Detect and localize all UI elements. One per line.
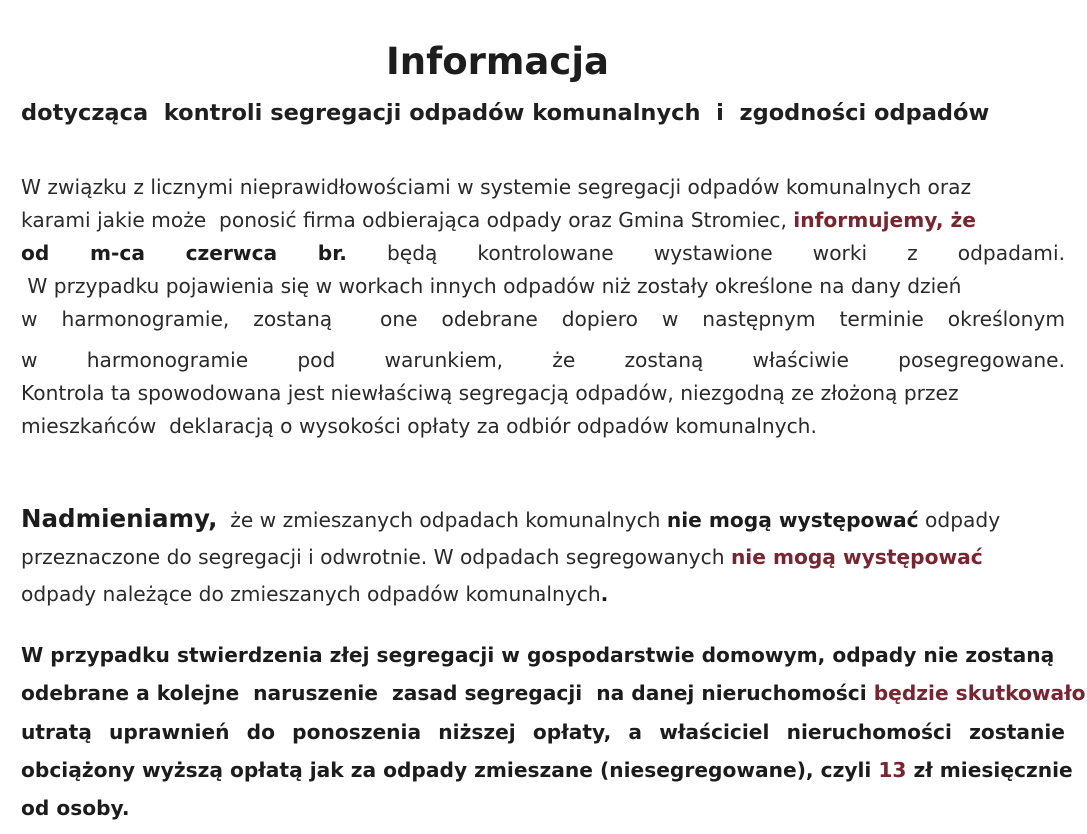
emphasis-text: nie mogą występować [666, 508, 919, 532]
text-span: . [600, 582, 609, 606]
emphasis-text: od m-ca czerwca br. [21, 241, 347, 265]
text-span: odpady należące do zmieszanych odpadów komunalnych [21, 582, 601, 606]
paragraph-line [21, 204, 1065, 237]
paragraph-line [21, 500, 1065, 539]
emphasis-text: informujemy, że [793, 208, 976, 232]
paragraph-control-info [21, 171, 1065, 443]
paragraph-line [21, 237, 1065, 270]
paragraph-line [21, 576, 1065, 613]
paragraph-line [21, 539, 1065, 576]
text-span: że w zmieszanych odpadach komunalnych [217, 508, 667, 532]
text-span: odebrane a kolejne naruszenie zasad segregacji na danej nieruchomości [21, 681, 874, 706]
paragraph-line: Kontrola ta spowodowana jest niewłaściwą segregacją odpadów, niezgodną ze złożoną przez [21, 381, 959, 405]
fee-amount: 13 [878, 757, 907, 782]
text-span: przeznaczone do segregacji i odwrotnie. W odpadach segregowanych [21, 545, 731, 569]
paragraph-line: od osoby. [21, 796, 130, 821]
paragraph-line: w harmonogramie pod warunkiem, że zostaną właściwie posegregowane. [21, 348, 1065, 372]
text-span: karami jakie może ponosić firma odbierająca odpady oraz Gmina Stromiec, [21, 208, 794, 232]
document-subtitle: dotycząca kontroli segregacji odpadów komunalnych i zgodności odpadów [21, 100, 990, 126]
emphasis-text: Nadmieniamy, [21, 504, 218, 533]
paragraph-penalty [21, 636, 1086, 827]
paragraph-line: mieszkańców deklaracją o wysokości opłaty za odbiór odpadów komunalnych. [21, 414, 817, 438]
text-span: obciążony wyższą opłatą jak za odpady zmieszane (niesegregowane), czyli [21, 757, 879, 782]
paragraph-line [21, 674, 1086, 712]
document-title: Informacja [386, 40, 609, 83]
paragraph-line: W przypadku pojawienia się w workach innych odpadów niż zostały określone na dany dzień [21, 274, 962, 298]
text-span: będą kontrolowane wystawione worki z odpadami. [346, 241, 1065, 265]
paragraph-line: utratą uprawnień do ponoszenia niższej opłaty, a właściciel nieruchomości zostanie [21, 719, 1065, 744]
paragraph-mixed-waste [21, 500, 1065, 613]
paragraph-line: W związku z licznymi nieprawidłowościami w systemie segregacji odpadów komunalnych oraz [21, 175, 972, 199]
paragraph-line [21, 751, 1073, 789]
emphasis-text: będzie skutkowało [873, 681, 1086, 706]
text-span: zł miesięcznie [906, 757, 1073, 782]
emphasis-text: nie mogą występować [730, 545, 983, 569]
text-span: odpady [918, 508, 1001, 532]
paragraph-line: w harmonogramie, zostaną one odebrane dopiero w następnym terminie określonym [21, 307, 1065, 331]
paragraph-line: W przypadku stwierdzenia złej segregacji w gospodarstwie domowym, odpady nie zostaną [21, 643, 1055, 667]
